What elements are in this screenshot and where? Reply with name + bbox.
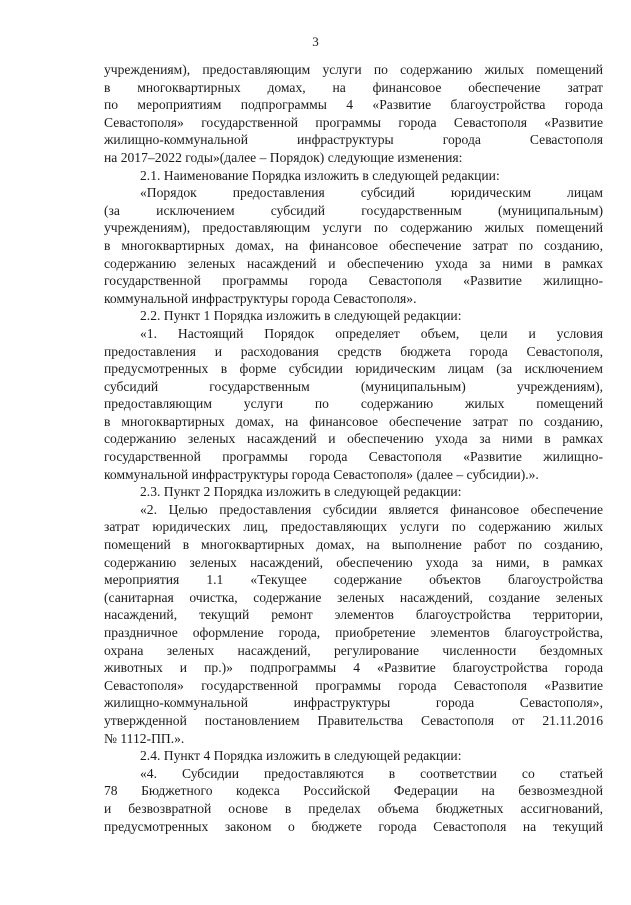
text-line: животных и пр.)» подпрограммы 4 «Развитие благоустройства города xyxy=(104,660,603,676)
text-line: Севастополя» государственной программы города Севастополя «Развитие xyxy=(104,677,603,693)
text-line: в многоквартирных домах, на финансовое обеспечение затрат по созданию, xyxy=(104,413,603,429)
document-body xyxy=(104,61,603,835)
text-line: помещений в многоквартирных домах, на выполнение работ по созданию, xyxy=(104,537,603,553)
text-line: и безвозвратной основе в пределах объема бюджетных ассигнований, xyxy=(104,800,603,816)
text-line: (санитарная очистка, содержание зеленых насаждений, создание зеленых xyxy=(104,589,603,605)
text-line: Севастополя» государственной программы города Севастополя «Развитие xyxy=(104,114,603,130)
text-line: «4. Субсидии предоставляются в соответствии со статьей xyxy=(140,765,603,781)
text-line: затрат юридических лиц, предоставляющих услуги по содержанию жилых xyxy=(104,519,603,535)
text-line: 2.1. Наименование Порядка изложить в следующей редакции: xyxy=(140,167,500,183)
text-line: насаждений, текущий ремонт элементов благоустройства территории, xyxy=(104,607,603,623)
text-line: «1. Настоящий Порядок определяет объем, цели и условия xyxy=(140,325,603,341)
text-line: «2. Целью предоставления субсидии является финансовое обеспечение xyxy=(140,501,603,517)
text-line: предоставляющим услуги по содержанию жилых помещений xyxy=(104,396,603,412)
text-line: мероприятия 1.1 «Текущее содержание объектов благоустройства xyxy=(104,572,603,588)
text-line: государственной программы города Севастополя «Развитие жилищно- xyxy=(104,449,603,465)
text-line: коммунальной инфраструктуры города Севастополя». xyxy=(104,290,417,306)
text-line: субсидий государственным (муниципальным) учреждениям), xyxy=(104,378,603,394)
text-line: 2.3. Пункт 2 Порядка изложить в следующей редакции: xyxy=(140,484,462,500)
text-line: праздничное оформление города, приобретение элементов благоустройства, xyxy=(104,625,603,640)
text-line: предусмотренных законом о бюджете города Севастополя на текущий xyxy=(104,818,603,834)
text-line: в многоквартирных домах, на финансовое обеспечение затрат xyxy=(104,79,603,95)
text-line: 78 Бюджетного кодекса Российской Федерации на безвозмездной xyxy=(104,783,603,799)
page-number: 3 xyxy=(312,34,319,49)
text-line: предусмотренных в форме субсидии юридическим лицам (за исключением xyxy=(104,361,603,377)
text-line: № 1112-ПП.». xyxy=(104,730,185,746)
text-line: предоставления и расходования средств бюджета города Севастополя, xyxy=(104,343,603,359)
text-line: учреждениям), предоставляющим услуги по содержанию жилых помещений xyxy=(104,62,603,77)
text-line: жилищно-коммунальной инфраструктуры города Севастополя», xyxy=(104,695,603,711)
text-line: государственной программы города Севастополя «Развитие жилищно- xyxy=(104,273,603,289)
text-line: 2.2. Пункт 1 Порядка изложить в следующей редакции: xyxy=(140,308,462,324)
text-line: на 2017–2022 годы»(далее – Порядок) следующие изменения: xyxy=(104,149,463,165)
text-line: «Порядок предоставления субсидий юридическим лицам xyxy=(140,185,603,201)
text-line: утвержденной постановлением Правительства Севастополя от 21.11.2016 xyxy=(104,712,603,728)
text-line: содержанию зеленых насаждений, обеспечению ухода за ними, в рамках xyxy=(104,554,603,570)
text-line: (за исключением субсидий государственным (муниципальным) xyxy=(104,202,603,218)
text-line: учреждениям), предоставляющим услуги по содержанию жилых помещений xyxy=(104,220,603,236)
text-line: жилищно-коммунальной инфраструктуры города Севастополя xyxy=(104,132,603,148)
text-line: коммунальной инфраструктуры города Севастополя» (далее – субсидии).». xyxy=(104,466,539,482)
text-line: охрана зеленых насаждений, регулирование численности бездомных xyxy=(104,642,603,658)
text-line: по мероприятиям подпрограммы 4 «Развитие благоустройства города xyxy=(104,97,603,113)
text-line: в многоквартирных домах, на финансовое обеспечение затрат по созданию, xyxy=(104,237,603,253)
text-line: содержанию зеленых насаждений и обеспечению ухода за ними в рамках xyxy=(104,255,603,271)
text-line: содержанию зеленых насаждений и обеспечению ухода за ними в рамках xyxy=(104,431,603,447)
text-line: 2.4. Пункт 4 Порядка изложить в следующей редакции: xyxy=(140,748,462,764)
